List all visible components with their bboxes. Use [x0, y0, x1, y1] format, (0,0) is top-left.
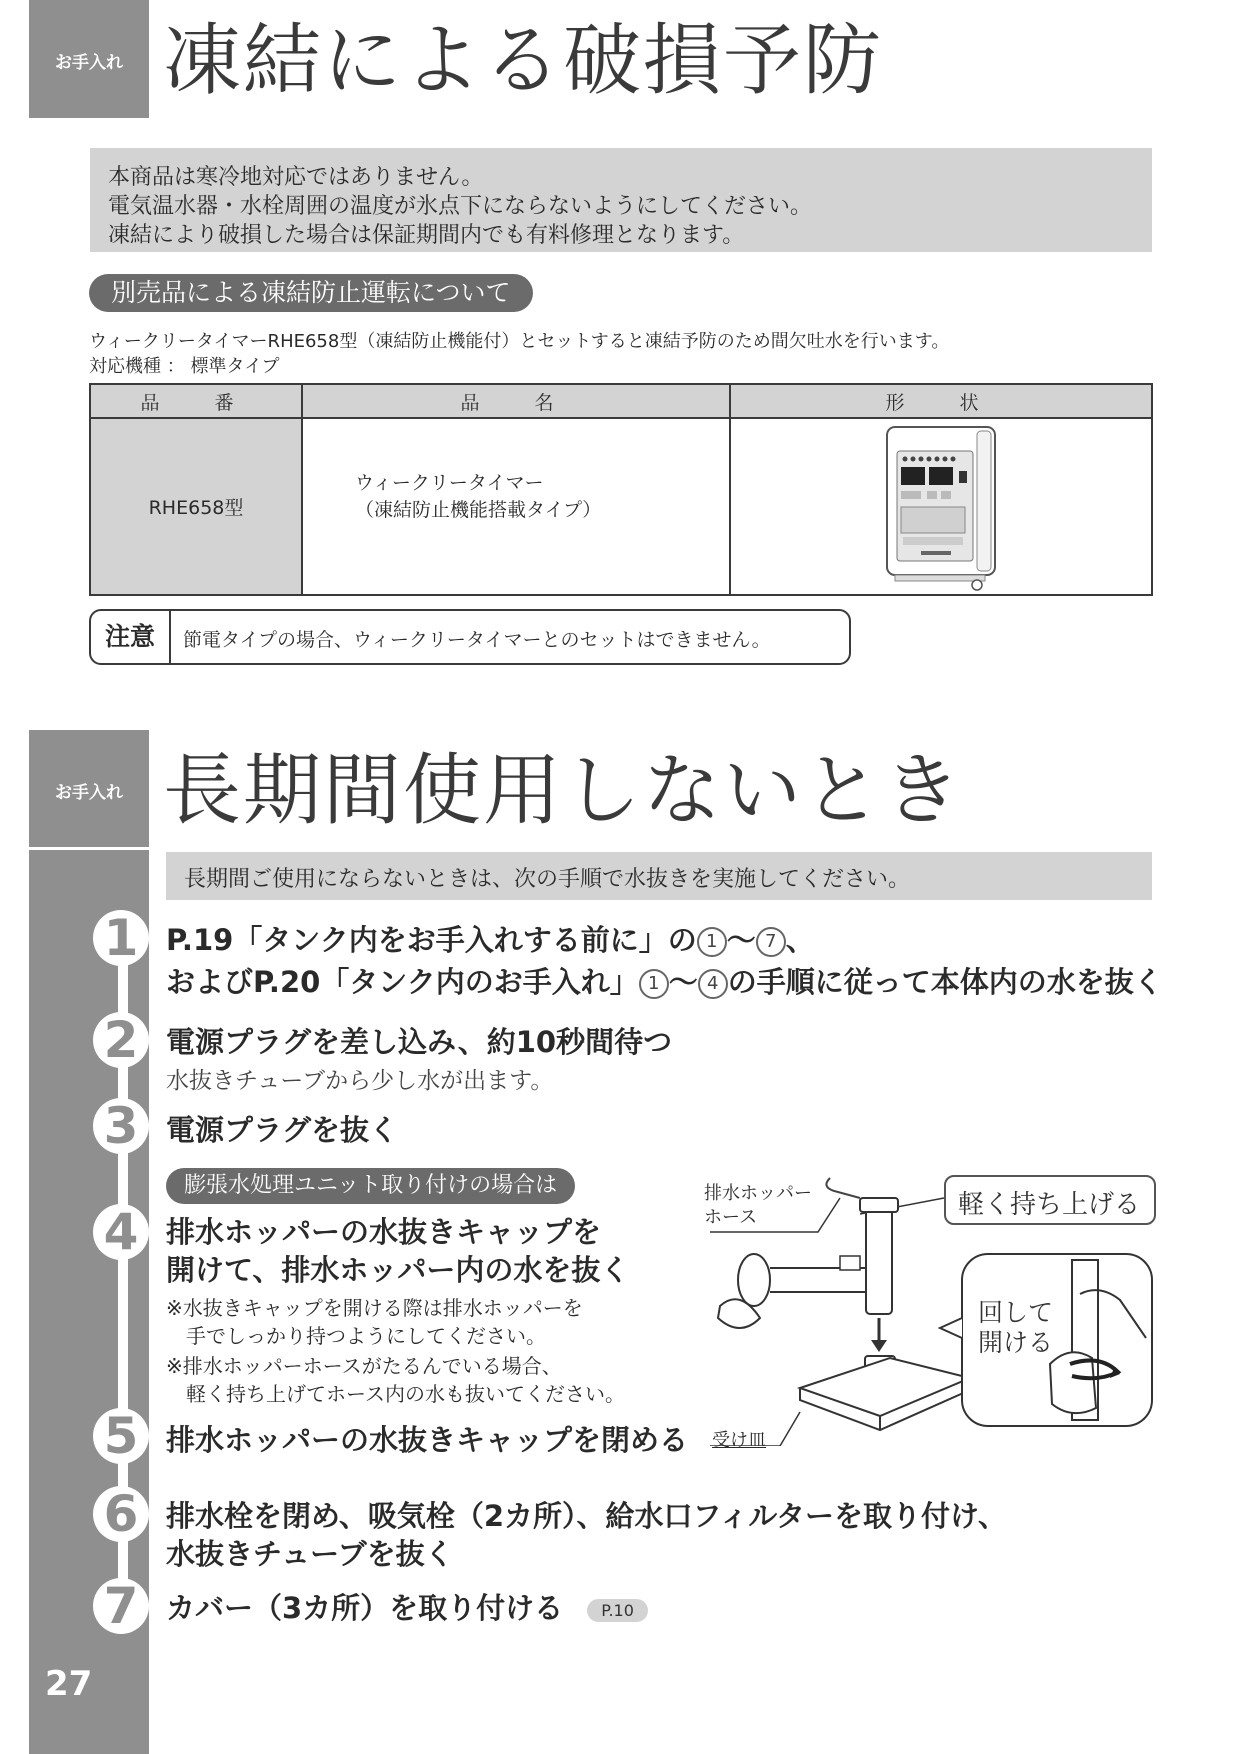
intro-box	[166, 852, 1152, 900]
header-part-number: 品 番	[90, 384, 302, 418]
notice-line: 電気温水器・水栓周囲の温度が氷点下にならないようにしてください。	[108, 194, 813, 219]
step4-condition-pill: 膨張水処理ユニット取り付けの場合は	[166, 1168, 575, 1204]
step-number-3: 3	[93, 1098, 149, 1154]
step4-main-line2: 開けて、排水ホッパー内の水を抜く	[166, 1253, 630, 1287]
notice-line: 凍結により破損した場合は保証期間内でも有料修理となります。	[108, 223, 745, 248]
circled-number: 1	[639, 969, 669, 999]
page-title-freeze-prevention: 凍結による破損予防	[163, 16, 884, 106]
step7-main: カバー（3カ所）を取り付ける P.10	[166, 1586, 648, 1627]
product-name-line2: （凍結防止機能搭載タイプ）	[355, 498, 602, 521]
step1-line1: P.19「タンク内をお手入れする前に」の 1 〜 7 、	[166, 923, 815, 957]
caution-text: 節電タイプの場合、ウィークリータイマーとのセットはできません。	[183, 629, 771, 651]
step6-line1: 排水栓を閉め、吸気栓（2カ所）、給水口フィルターを取り付け、	[166, 1499, 1007, 1533]
section-tab-label: お手入れ	[55, 53, 123, 73]
notice-line: 本商品は寒冷地対応ではありません。	[108, 165, 484, 190]
product-table	[89, 383, 1153, 596]
page-number: 27	[45, 1664, 93, 1704]
step-number-7: 7	[93, 1578, 149, 1634]
step-number-6: 6	[93, 1486, 149, 1542]
intro-text: 長期間ご使用にならないときは、次の手順で水抜きを実施してください。	[184, 867, 911, 892]
section-tab-1	[29, 0, 149, 118]
step1-line2: およびP.20「タンク内のお手入れ」 1 〜 4 の手順に従って本体内の水を抜く	[166, 965, 1163, 999]
circled-number: 7	[756, 927, 786, 957]
notice-box	[90, 148, 1152, 252]
caution-label: 注意	[91, 611, 171, 663]
cell-part-number	[90, 418, 302, 595]
circled-number: 1	[697, 927, 727, 957]
cell-product-name	[302, 418, 730, 595]
step-number-5: 5	[93, 1408, 149, 1464]
step4-note: ※水抜きキャップを開ける際は排水ホッパーを	[166, 1296, 583, 1320]
step2-sub: 水抜きチューブから少し水が出ます。	[166, 1068, 554, 1094]
product-name-line1: ウィークリータイマー	[355, 471, 544, 494]
circled-number: 4	[698, 969, 728, 999]
part-number: RHE658型	[148, 497, 244, 519]
step5-main: 排水ホッパーの水抜きキャップを閉める	[166, 1423, 689, 1457]
step2-main: 電源プラグを差し込み、約10秒間待つ	[166, 1025, 673, 1059]
weekly-timer-illustration	[881, 423, 1001, 591]
step-number-2: 2	[93, 1012, 149, 1068]
section-tab-label: お手入れ	[55, 783, 123, 803]
step4-note: ※排水ホッパーホースがたるんでいる場合、	[166, 1354, 562, 1378]
subheading-pill: 別売品による凍結防止運転について	[89, 274, 533, 312]
section-tab-2	[29, 730, 149, 847]
step4-note: 手でしっかり持つようにしてください。	[166, 1324, 546, 1348]
header-shape: 形 状	[730, 384, 1152, 418]
hose-label: 排水ホッパー ホース	[704, 1183, 812, 1228]
cell-shape	[730, 418, 1152, 595]
step-number-4: 4	[93, 1204, 149, 1260]
step3-main: 電源プラグを抜く	[166, 1113, 399, 1147]
caution-box	[89, 609, 851, 665]
page-reference-badge[interactable]: P.10	[587, 1599, 648, 1622]
page-title-long-term: 長期間使用しないとき	[163, 746, 964, 836]
drain-hopper-illustration	[700, 1168, 1160, 1446]
header-product-name: 品 名	[302, 384, 730, 418]
compatible-models: 対応機種 ： 標準タイプ	[89, 356, 280, 377]
tray-label: 受け皿	[712, 1430, 766, 1451]
rotate-label: 回して 開ける	[978, 1298, 1054, 1357]
step4-main-line1: 排水ホッパーの水抜きキャップを	[166, 1215, 602, 1249]
step-number-1: 1	[93, 910, 149, 966]
lift-label: 軽く持ち上げる	[958, 1190, 1141, 1220]
step6-line2: 水抜きチューブを抜く	[166, 1537, 454, 1571]
step4-note: 軽く持ち上げてホース内の水も抜いてください。	[166, 1382, 625, 1406]
description-text: ウィークリータイマーRHE658型（凍結防止機能付）とセットすると凍結予防のため間欠吐水を行います。	[89, 331, 950, 352]
